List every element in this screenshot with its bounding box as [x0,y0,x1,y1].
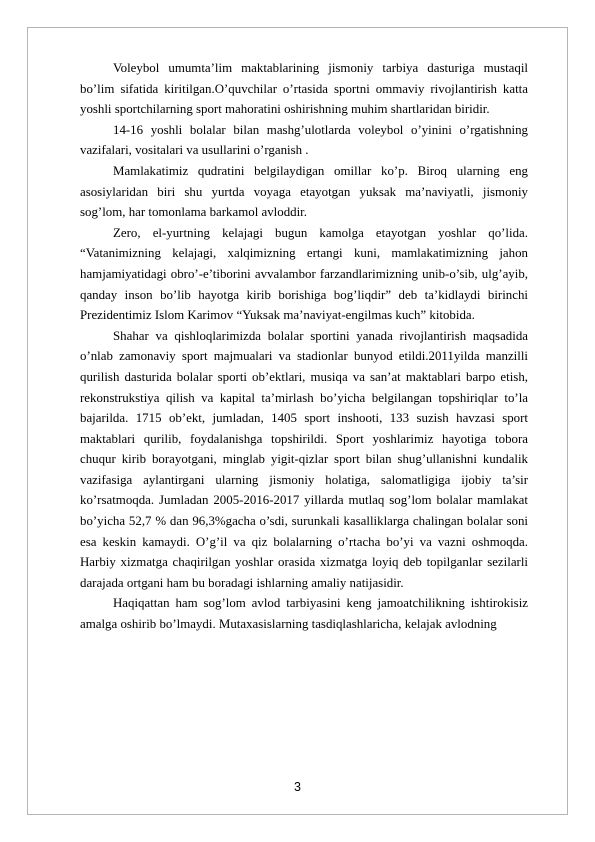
paragraph-volleyball-curriculum: Voleybol umumta’lim maktablarining jismoniy tarbiya dasturiga mustaqil bo’lim sifatida kiritilgan.O’quvchilar o’rtasida sportni ommaviy rivojlantirish katta yoshli sportchilarning sport mahoratini oshirishning muhim shartlaridan biridir. [80,61,528,117]
document-body [80,58,528,635]
paragraph-healthy-generation: Haqiqattan ham sog’lom avlod tarbiyasini keng jamoatchilikning ishtirokisiz amalga oshirib bo’lmaydi. Mutaxasislarning tasdiqlashlaricha, kelajak avlodning [80,596,528,632]
paragraph-youth-future: Zero, el-yurtning kelajagi bugun kamolga etayotgan yoshlar qo’lida. “Vatanimizning kelajagi, xalqimizning ertangi kuni, mamlakatimizning jahon hamjamiyatidagi obro’-e’tiborini avvalambor farzandlarimizning unib-o’sib, ulg’ayib, qanday inson bo’lib hayotga kirib borishiga bog’liqdir” deb ta’kidlaydi birinchi Prezidentimiz Islom Karimov “Yuksak ma’naviyat-engilmas kuch” kitobida. [80,225,528,323]
page-number: 3 [294,780,301,794]
paragraph-training-tasks: 14-16 yoshli bolalar bilan mashg’ulotlarda voleybol o’yinini o’rgatishning vazifalari, vositalari va usullarini o’rganish . [80,122,528,158]
paragraph-sport-development: Shahar va qishloqlarimizda bolalar sportini yanada rivojlantirish maqsadida o’nlab zamonaviy sport majmualari va stadionlar bunyod etildi.2011yilda manzilli qurilish dasturida bolalar sporti ob’ektlari, musiqa va san’at maktablari barpo etish, rekonstrukstiya qilish va kapital ta’mirlash bo’yicha belgilangan topshiriqlar to’la bajarilda. 1715 ob’ekt, jumladan, 1405 sport inshooti, 133 suzish havzasi sport maktablari qurilib, foydalanishga topshirildi. Sport yoshlarimiz hayotiga tobora chuqur kirib borayotgani, minglab yigit-qizlar sport bilan shug’ullanishni kundalik vazifasiga aylantirgani ularning jismoniy holatiga, salomatligiga ijobiy ta’sir ko’rsatmoqda. Jumladan 2005-2016-2017 yillarda mutlaq sog’lom bolalar mamlakat bo’yicha 52,7 % dan 96,3%gacha o’sdi, surunkali kasalliklarga chalingan bolalar soni esa keskin kamaydi. O’g’il va qiz bolalarning o’rtacha bo’yi va vazni oshmoqda. Harbiy xizmatga chaqirilgan yoshlar orasida xizmatga loyiq deb topilganlar sezilarli darajada ortgani ham bu boradagi ishlarning amaliy natijasidir. [80,328,528,590]
paragraph-nation-strength: Mamlakatimiz qudratini belgilaydigan omillar ko’p. Biroq ularning eng asosiylaridan biri shu yurtda voyaga etayotgan yuksak ma’naviyatli, jismoniy sog’lom, har tomonlama barkamol avloddir. [80,163,528,220]
